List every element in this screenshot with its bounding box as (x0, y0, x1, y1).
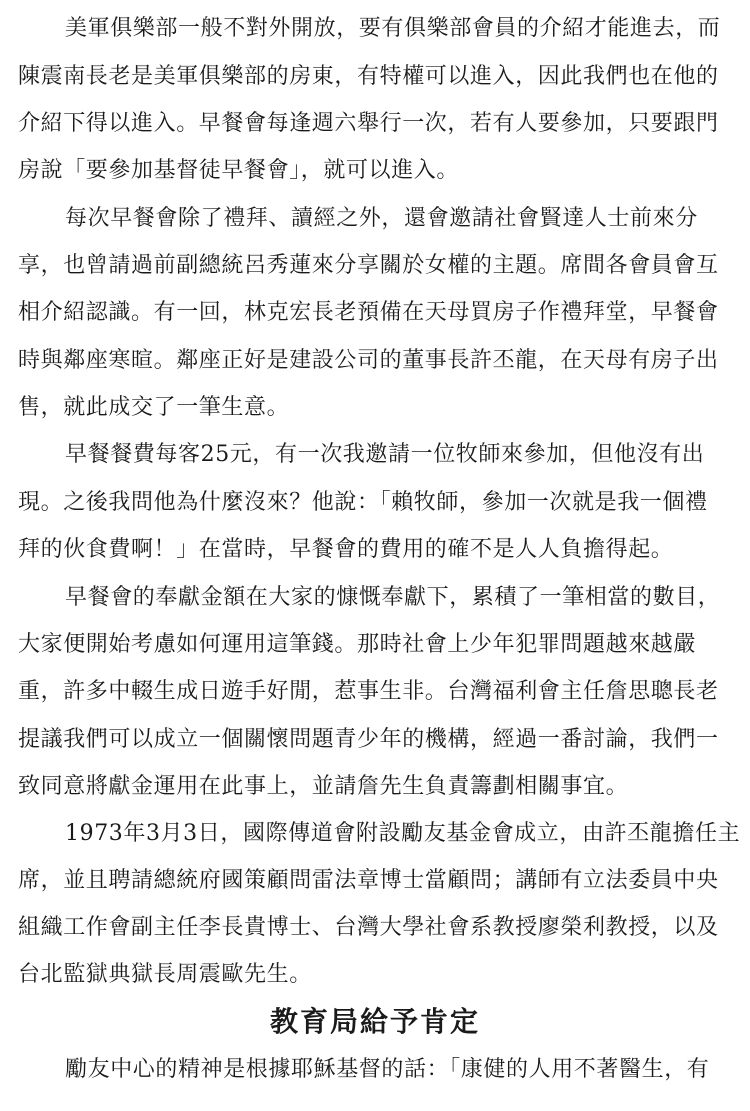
paragraph-2-line-4: 時與鄰座寒暄。鄰座正好是建設公司的董事長許丕龍，在天母有房子出 (18, 348, 719, 373)
paragraph-4-line-2: 大家便開始考慮如何運用這筆錢。那時社會上少年犯罪問題越來越嚴 (18, 632, 697, 657)
paragraph-3-line-2: 現。之後我問他為什麼沒來？他說：「賴牧師，參加一次就是我一個禮 (18, 490, 708, 515)
section-heading: 教育局給予肯定 (269, 1005, 480, 1038)
paragraph-5-line-2: 席，並且聘請總統府國策顧問雷法章博士當顧問；講師有立法委員中央 (18, 868, 719, 893)
paragraph-2-line-1: 每次早餐會除了禮拜、讀經之外，還會邀請社會賢達人士前來分 (65, 206, 698, 231)
paragraph-2-line-3: 相介紹認識。有一回，林克宏長老預備在天母買房子作禮拜堂，早餐會 (18, 300, 719, 325)
paragraph-5-line-1: 1973年3月3日，國際傳道會附設勵友基金會成立，由許丕龍擔任主 (65, 821, 741, 846)
next-paragraph-line-1: 勵友中心的精神是根據耶穌基督的話：「康健的人用不著醫生，有 (65, 1057, 710, 1082)
paragraph-4-line-5: 致同意將獻金運用在此事上，並請詹先生負責籌劃相關事宜。 (18, 774, 629, 799)
paragraph-1-line-2: 陳震南長老是美軍俱樂部的房東，有特權可以進入，因此我們也在他的 (18, 64, 719, 89)
paragraph-2-line-5: 售，就此成交了一筆生意。 (18, 395, 290, 420)
paragraph-4-line-1: 早餐會的奉獻金額在大家的慷慨奉獻下，累積了一筆相當的數目， (65, 585, 721, 610)
paragraph-1-line-4: 房說「要參加基督徒早餐會」，就可以進入。 (18, 158, 460, 183)
paragraph-5-line-3: 組織工作會副主任李長貴博士、台灣大學社會系教授廖榮利教授，以及 (18, 915, 719, 940)
paragraph-1-line-1: 美軍俱樂部一般不對外開放，要有俱樂部會員的介紹才能進去，而 (65, 16, 721, 41)
paragraph-3-line-3: 拜的伙食費啊！」在當時，早餐會的費用的確不是人人負擔得起。 (18, 537, 674, 562)
paragraph-4-line-3: 重，許多中輟生成日遊手好閒，惹事生非。台灣福利會主任詹思聰長老 (18, 679, 719, 704)
paragraph-3-line-1: 早餐餐費每客25元，有一次我邀請一位牧師來參加，但他沒有出 (65, 442, 705, 467)
paragraph-1-line-3: 介紹下得以進入。早餐會每逢週六舉行一次，若有人要參加，只要跟門 (18, 111, 719, 136)
paragraph-5-line-4: 台北監獄典獄長周震歐先生。 (18, 962, 312, 987)
paragraph-2-line-2: 享，也曾請過前副總統呂秀蓮來分享關於女權的主題。席間各會員會互 (18, 253, 719, 278)
paragraph-4-line-4: 提議我們可以成立一個關懷問題青少年的機構，經過一番討論，我們一 (18, 727, 719, 752)
